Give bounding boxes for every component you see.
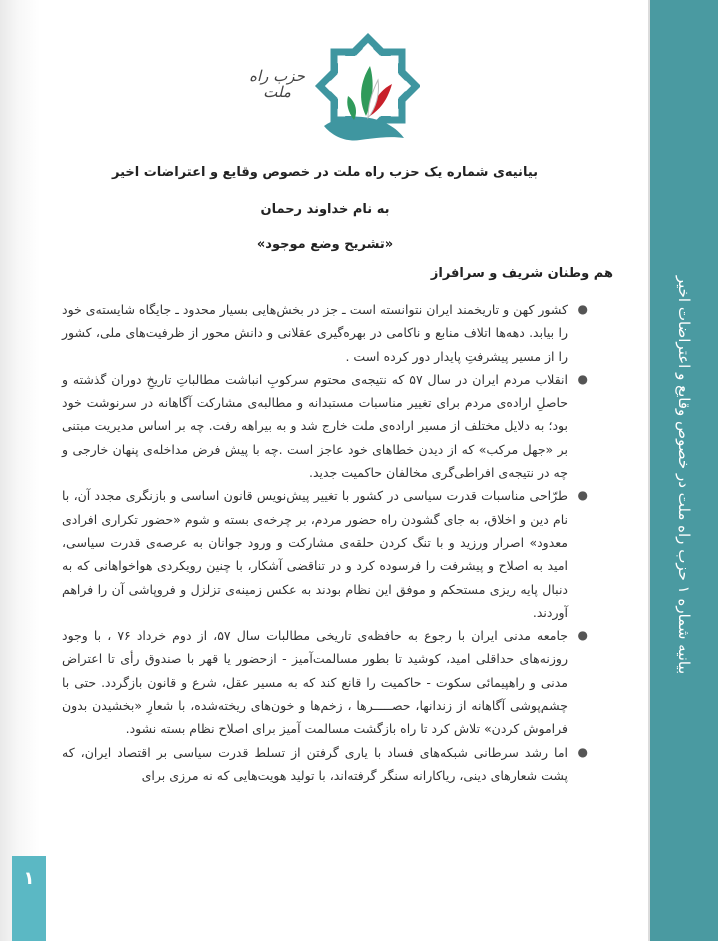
document-body	[62, 298, 590, 787]
page-number-box	[12, 856, 46, 941]
subtitle: «تشریح وضع موجود»	[256, 237, 394, 252]
paragraph: ● جامعه مدنی ایران با رجوع به حافظه‌ی تاریخی مطالبات سال ۵۷، از دوم خرداد ۷۶ ، با وجود روزنه‌های حداقلی امید، کوشید تا بطور مسالمت‌آمیز - ازحضور یا قهر با صندوق رأی تا اعتراض مدنی و راهپیمائی سکوت - حاکمیت را قانع کند که به مسیر عقل، شرع و قانون بازگردد. حتی با چشم‌پوشی آگاهانه از زندانها، حصـــــرها ، زخم‌ها و خون‌های ریخته‌شده، با شعارِ «بخشیدن بدون فراموش کردن» تلاش کرد تا راه بازگشت مسالمت آمیز برای اصلاح نظام بسته نشود.	[62, 624, 568, 740]
bullet-icon: ●	[577, 488, 588, 503]
sidebar-title: بیانیه شماره ۱ حزب راه ملت در خصوص وقایع و اعتراضات اخیر	[675, 275, 693, 675]
party-logo	[240, 30, 420, 150]
invocation: به نام خداوند رحمان	[260, 202, 390, 217]
logo-text: حزب راه ملت	[249, 67, 305, 101]
paragraph: ● اما رشد سرطانی شبکه‌های فساد با یاری گرفتن از تسلط قدرت سیاسی بر اقتصاد ایران، که پشت شعارهای دینی، ریاکارانه سنگر گرفته‌اند، با تولید هویت‌هایی که نه مرزی برای	[62, 741, 568, 788]
paragraph: ● طرّاحی مناسبات قدرت سیاسی در کشور با تغییر پیش‌نویس قانون اساسی و بازنگری مجدد آن، با نام دین و اخلاق، به جای گشودن راه حضور مردم، بر چرخه‌ی بسته و شوم «حضور تکراری افرادی معدود» اصرار ورزید و با تنگ کردن حلقه‌ی مشارکت و ورود جوانان به عرصه‌ی قدرت سیاسی، امید به اصلاح و پیشرفت را فرسوده کرد و در تناقضی آشکار، با چنین رویکردی هواخواهانی که به دنبال پایه ریزی مستحکم و موفق این نظام بودند به عکس زمینه‌ی تزلزل و فروپاشی آن را فراهم آوردند.	[62, 484, 568, 624]
paragraph: ● کشور کهن و تاریخمند ایران نتوانسته است ـ جز در بخش‌هایی بسیار محدود ـ جایگاه شایسته‌ی خود را بیابد. دهه‌ها اتلاف منابع و ناکامی در بهره‌گیری عقلانی و دانش محور از ظرفیت‌های ملی، کشور را از مسیر پیشرفتِ پایدار دور کرده است .	[62, 298, 568, 368]
bullet-icon: ●	[577, 744, 588, 759]
page-number: ۱	[23, 868, 35, 889]
paragraph-list	[62, 298, 590, 787]
document-title: بیانیه‌ی شماره یک حزب راه ملت در خصوص وقایع و اعتراضات اخیر	[111, 165, 539, 180]
bullet-icon: ●	[577, 302, 588, 316]
greeting: هم وطنان شریف و سرافراز	[430, 266, 613, 281]
bullet-icon: ●	[577, 371, 588, 386]
bullet-icon: ●	[577, 628, 588, 643]
paragraph: ● انقلاب مردم ایران در سال ۵۷ که نتیجه‌ی محتوم سرکوبِ انباشت مطالباتِ تاریخِ دوران گذشته و حاصلِ اراده‌ی مردم برای تغییر مناسبات مستبدانه و مطالبه‌ی مشارکت آگاهانه در سرنوشت خود بود؛ به دلایل مختلف از مسیر اراده‌ی ملت خارج شد و به بیراهه رفت. چه بر اساس مدیریت مبتنی بر «جهل مرکب» که از دیدن خطاهای خود عاجز است .چه با پیش فرض مداخله‌ی پنهان خارجی و چه در نتیجه‌ی افراطی‌گری مخالفان حاکمیت جدید.	[62, 368, 568, 484]
